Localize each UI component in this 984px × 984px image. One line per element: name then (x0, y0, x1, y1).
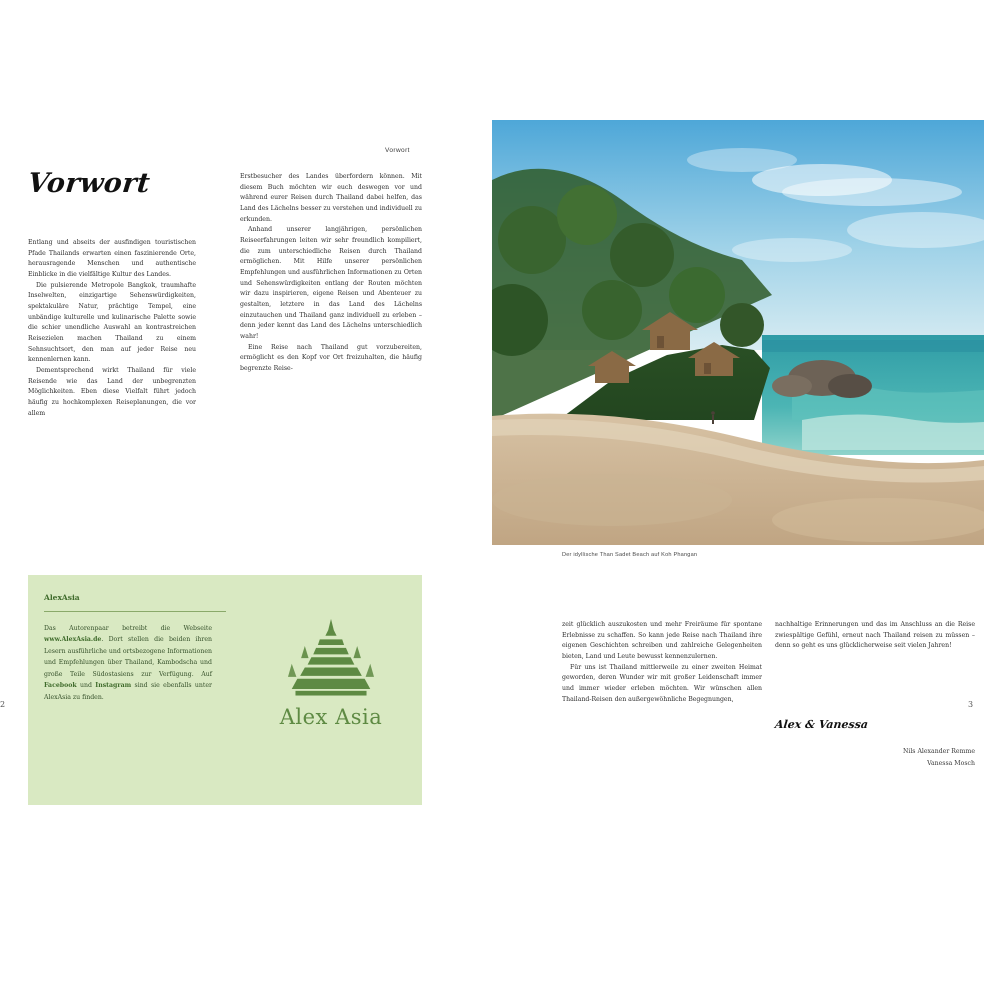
author-info-box (28, 575, 422, 805)
paragraph: Die pulsierende Metropole Bangkok, traumhafte Inselwelten, einzigartige Sehenswürdigkeiten, spektakuläre Natur, prächtige Tempel, eine unbändige kulturelle und kulinarische Palette sowie die schier unendliche Auswahl an kontrastreichen Reisezielen machen Thailand zu einem Sehnsuchtsort, den man auf jeder Reise neu kennenlernen kann. (28, 281, 196, 364)
info-box-title: AlexAsia (44, 593, 80, 602)
paragraph: Anhand unserer langjährigen, persönlichen Reiseerfahrungen leiten wir sehr freundlich kompiliert, die zum unterschiedliche Reisen durch Thailand ermöglichen. Mit Hilfe unserer persönlichen Empfehlungen und ausführlichen Informationen zu Orten und Sehenswürdigkeiten entlang der Routen möchten wir dazu inspirieren, eigene Reisen und Abenteuer zu gestalten, letztere in das Land des Lächelns einzutauchen und Thailand ganz individuell zu erleben – denn jeder kennt das Land des Lächelns unterschiedlich wahr! (240, 226, 422, 340)
alexasia-logo (256, 617, 406, 765)
left-column-one (28, 238, 196, 419)
signature: Alex & Vanessa (774, 718, 869, 731)
running-head: Vorwort (385, 147, 410, 154)
beach-photo (492, 120, 984, 545)
right-column-one (562, 620, 762, 705)
author-name: Nils Alexander Remme (902, 748, 975, 755)
page-title: Vorwort (26, 168, 152, 199)
temple-silhouette-icon (284, 617, 378, 703)
left-column-two (240, 172, 422, 374)
info-box-text-run: sind sie ebenfalls unter AlexAsia zu finden. (44, 682, 212, 701)
info-box-text-run: Das Autorenpaar betreibt die Webseite (44, 625, 212, 632)
info-box-link[interactable]: Facebook (44, 682, 77, 690)
paragraph: zeit glücklich auszukosten und mehr Freiräume für spontane Erlebnisse zu schaffen. So kann jede Reise nach Thailand ihre eigenen Geschichten schreiben und zahlreiche Gelegenheiten bieten, Land und Leute bewusst kennenzulernen. (562, 621, 762, 660)
info-box-text (44, 623, 212, 703)
divider (44, 611, 226, 612)
author-name: Vanessa Mosch (927, 759, 975, 767)
right-page (492, 120, 984, 840)
paragraph: Für uns ist Thailand mittlerweile zu einer zweiten Heimat geworden, deren Wunder wir mit großer Leidenschaft immer und immer wieder erleben möchten. Wir wünschen allen Thailand-Reisen den außergewöhnliche Begegnungen, (562, 663, 762, 703)
signature-names (775, 746, 975, 770)
paragraph: Dementsprechend wirkt Thailand für viele Reisende wie das Land der unbegrenzten Möglichkeiten. Eben diese Vielfalt führt jedoch häufig zu hochkomplexen Reiseplanungen, die vor allem (28, 366, 196, 417)
paragraph: nachhaltige Erinnerungen und das im Anschluss an die Reise zwiespältige Gefühl, erneut nach Thailand reisen zu müssen – denn so geht es uns glücklicherweise seit vielen Jahren! (775, 621, 975, 650)
paragraph: Eine Reise nach Thailand gut vorzubereiten, ermöglicht es den Kopf vor Ort freizuhalten, die häufig begrenzte Reise- (240, 343, 422, 372)
logo-wordmark: Alex Asia (279, 705, 383, 729)
folio-left: 2 (0, 700, 6, 709)
info-box-text-run: . Dort stellen die beiden ihren Lesern ausführliche und ortsbezogene Informationen und Empfehlungen über Thailand, Kambodscha und große Teile Südostasiens zur Verfügung. Auf (44, 636, 212, 678)
left-page (0, 120, 445, 840)
paragraph: Erstbesucher des Landes überfordern können. Mit diesem Buch möchten wir euch deswegen vor und während eurer Reisen durch Thailand dabei helfen, das Land des Lächelns besser zu verstehen und individuell zu erkunden. (240, 173, 422, 223)
photo-caption: Der idyllische Than Sadet Beach auf Koh Phangan (562, 552, 698, 558)
info-box-link[interactable]: www.AlexAsia.de (44, 636, 102, 644)
folio-right: 3 (968, 700, 974, 709)
right-column-two (775, 620, 975, 652)
info-box-link[interactable]: Instagram (95, 682, 132, 690)
info-box-text-run: und (76, 682, 96, 690)
paragraph: Entlang und abseits der ausfindigen touristischen Pfade Thailands erwarten einen faszinierende Orte, herausragende Menschen und authentische Einblicke in die vielfältige Kultur des Landes. (28, 239, 196, 278)
